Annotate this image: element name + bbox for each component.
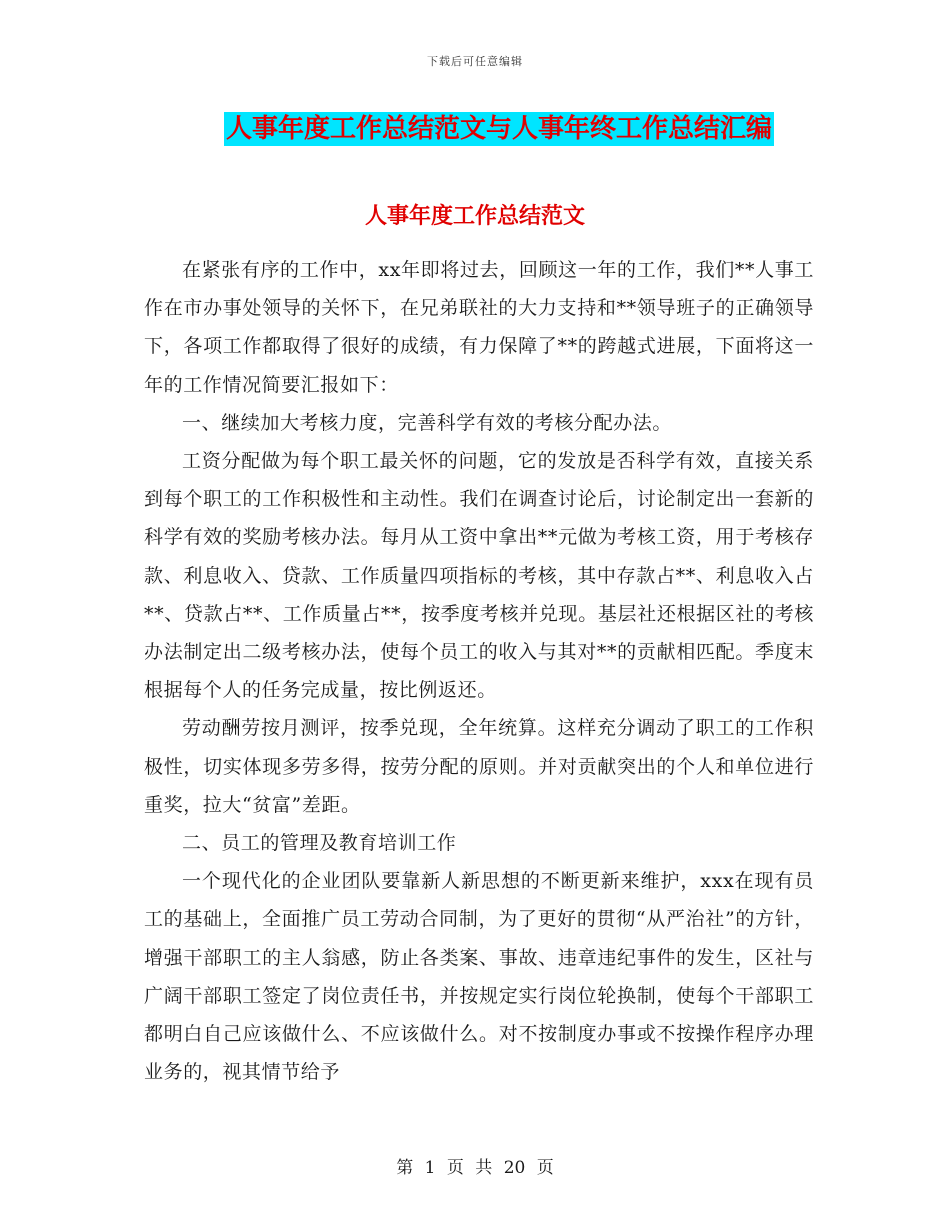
paragraph: 在紧张有序的工作中，xx年即将过去，回顾这一年的工作，我们**人事工作在市办事处领导的关怀下，在兄弟联社的大力支持和**领导班子的正确领导下，各项工作都取得了很好的成绩，有力保障了**的跨越式进展，下面将这一年的工作情况简要汇报如下： [144, 259, 814, 396]
page-number-footer: 第 1 页 共 20 页 [396, 1158, 554, 1178]
paragraph: 工资分配做为每个职工最关怀的问题，它的发放是否科学有效，直接关系到每个职工的工作积极性和主动性。我们在调查讨论后，讨论制定出一套新的科学有效的奖励考核办法。每月从工资中拿出**元做为考核工资，用于考核存款、利息收入、贷款、工作质量四项指标的考核，其中存款占**、利息收入占**、贷款占**、工作质量占**，按季度考核并兑现。基层社还根据区社的考核办法制定出二级考核办法，使每个员工的收入与其对**的贡献相匹配。季度末根据每个人的任务完成量，按比例返还。 [144, 450, 814, 702]
paragraph: 劳动酬劳按月测评，按季兑现，全年统算。这样充分调动了职工的工作积极性，切实体现多劳多得，按劳分配的原则。并对贡献突出的个人和单位进行重奖，拉大“贫富”差距。 [144, 717, 814, 816]
paragraph: 二、员工的管理及教育培训工作 [182, 832, 457, 855]
paragraph: 一、继续加大考核力度，完善科学有效的考核分配办法。 [182, 411, 673, 434]
page-header-note: 下载后可任意编辑 [427, 55, 523, 68]
paragraph: 一个现代化的企业团队要靠新人新思想的不断更新来维护，xxx在现有员工的基础上，全面推广员工劳动合同制，为了更好的贯彻“从严治社”的方针，增强干部职工的主人翁感，防止各类案、事故、违章违纪事件的发生，区社与广阔干部职工签定了岗位责任书，并按规定实行岗位轮换制，使每个干部职工都明白自己应该做什么、不应该做什么。对不按制度办事或不按操作程序办理业务的，视其情节给予 [144, 870, 814, 1084]
main-title: 人事年度工作总结范文与人事年终工作总结汇编 [225, 114, 772, 144]
document-body [144, 217, 814, 1091]
main-title-container [0, 112, 950, 146]
section-title: 人事年度工作总结范文 [364, 204, 585, 229]
